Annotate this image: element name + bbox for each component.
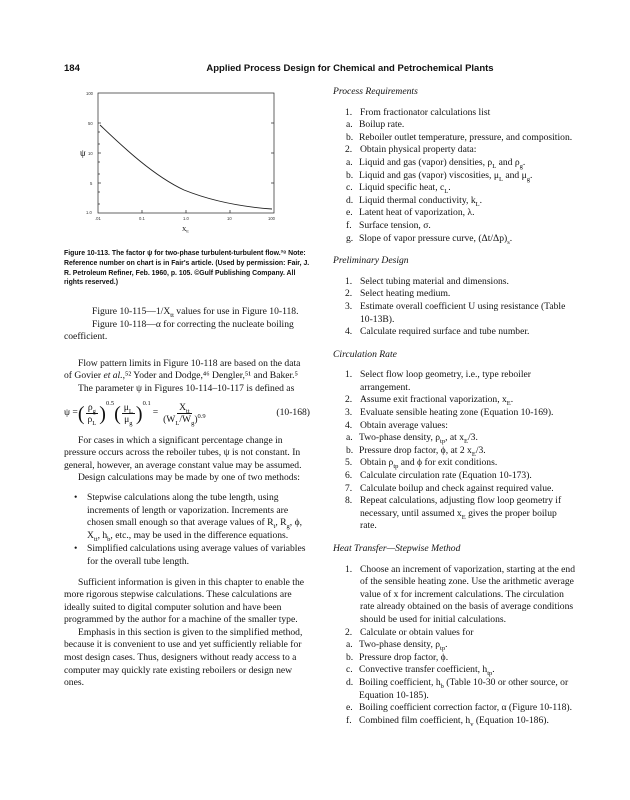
x-tick-label: 1.0 bbox=[183, 216, 189, 221]
list-item: c. Liquid specific heat, $c_L$. bbox=[346, 182, 451, 196]
x-tick-label: 0.1 bbox=[139, 216, 145, 221]
list-item: e. Latent heat of vaporization, λ. bbox=[346, 207, 475, 219]
y-axis-label: ψ bbox=[80, 148, 86, 158]
x-axis-label: $X_{tt}$ bbox=[182, 227, 189, 234]
section-heading: Process Requirements bbox=[333, 86, 418, 97]
x-tick-label: 100 bbox=[268, 216, 275, 221]
list-item: b. Reboiler outlet temperature, pressure, and composition. bbox=[346, 131, 573, 143]
paragraph: The parameter ψ in Figures 10-114–10-117 is defined as bbox=[78, 382, 295, 394]
figure-10-113 bbox=[64, 86, 310, 287]
paragraph: Design calculations may be made by one of two methods: bbox=[78, 472, 300, 484]
book-title: Applied Process Design for Chemical and Petrochemical Plants bbox=[206, 63, 494, 74]
list-item: c. Convective transfer coefficient, $h_{tp}$. bbox=[346, 664, 495, 678]
list-item: b. Pressure drop factor, ϕ, at 2 $x_E/3$. bbox=[346, 444, 486, 458]
list-item: 2. Assume exit fractional vaporization, $x_E$. bbox=[345, 394, 514, 408]
list-item: f. Surface tension, σ. bbox=[346, 219, 431, 231]
section-heading: Preliminary Design bbox=[333, 255, 409, 267]
plot-frame bbox=[98, 93, 274, 213]
running-header bbox=[0, 63, 630, 79]
eq-lhs: ψ = bbox=[64, 407, 78, 419]
list-item: 8. Repeat calculations, adjusting flow loop geometry if necessary, until assumed $x_E$ gives the proper boilup rate. bbox=[345, 495, 562, 532]
list-item: b. Pressure drop factor, ϕ. bbox=[346, 651, 449, 663]
paragraph: For cases in which a significant percentage change in pressure occurs across the reboiler tubes, ψ is not constant. In general, however, an average constant value may be assumed. bbox=[64, 434, 302, 471]
list-item: 2. Obtain physical property data: bbox=[345, 144, 477, 156]
list-item: a. Boilup rate. bbox=[346, 119, 405, 131]
list-item: 3. Estimate overall coefficient U using resistance (Table 10-13B). bbox=[345, 300, 566, 325]
equation-number: (10-168) bbox=[276, 407, 310, 419]
list-item: 2. Select heating medium. bbox=[345, 288, 451, 300]
list-item: b. Liquid and gas (vapor) viscosities, $\mu_L$ and $\mu_g$. bbox=[346, 169, 533, 183]
page-number: 184 bbox=[64, 63, 80, 74]
equation-10-168: ψ = ( $\frac{\rho_g}{\rho_L}$ ) $^{0.5}$ ( $\frac{\mu_L}{\mu_g}$ ) $^{0.1}$ = $\frac{X_{tt}}{(W_L/W_g)^{0.9}}$ (10-168) bbox=[64, 399, 310, 427]
list-item: a. Liquid and gas (vapor) densities, $\rho_L$ and $\rho_g$. bbox=[346, 156, 526, 170]
list-item: 1. Select flow loop geometry, i.e., type reboiler arrangement. bbox=[345, 369, 531, 393]
section-heading: Heat Transfer—Stepwise Method bbox=[333, 543, 461, 554]
list-item: 4. Obtain average values: bbox=[345, 419, 448, 431]
x-tick-label: .01 bbox=[95, 216, 101, 221]
list-item: d. Boiling coefficient, $h_b$ (Table 10-30 or other source, or Equation 10-185). bbox=[346, 676, 569, 701]
bullet-item: • Stepwise calculations along the tube length, using increments of length or vaporization. Increments are chosen small enough so that average values of $R_t$, $R_g$, ϕ, $X_{tt}$, $h_b$, etc., may be used in the difference equations. bbox=[74, 491, 303, 543]
bullet-item: • Simplified calculations using average values of variables for the overall tube length. bbox=[74, 543, 306, 567]
y-tick-label: 50 bbox=[88, 121, 93, 126]
list-item: 6. Calculate circulation rate (Equation 10-173). bbox=[345, 470, 532, 482]
y-tick-label: 10 bbox=[88, 151, 93, 156]
list-item: a. Two-phase density, $\rho_{tp}$. bbox=[346, 639, 448, 653]
psi-chart bbox=[64, 86, 310, 246]
list-item: g. Slope of vapor pressure curve, $(\Delta t/\Delta p)_s$. bbox=[346, 232, 513, 246]
list-item: 1. From fractionator calculations list bbox=[345, 106, 491, 118]
right-column bbox=[333, 86, 575, 727]
list-item: a. Two-phase density, $\rho_{tp}$, at $x_E/3$. bbox=[346, 432, 478, 446]
psi-curve bbox=[100, 125, 272, 209]
list-item: 1. Select tubing material and dimensions. bbox=[345, 275, 509, 287]
figure-ref: Figure $10-115—1/X_{tt}$ values for use in Figure 10-118. bbox=[92, 306, 299, 319]
paragraph: Sufficient information is given in this chapter to enable the more rigorous stepwise calculations. These calculations are ideally suited to digital computer solution and have been programmed by the author for a machine of the smaller type. bbox=[64, 576, 305, 626]
figure-ref: Figure 10-118—α for correcting the nucleate boiling coefficient. bbox=[64, 318, 294, 343]
y-tick-label: 5 bbox=[90, 181, 93, 186]
x-tick-label: 10 bbox=[227, 216, 232, 221]
list-item: 1. Choose an increment of vaporization, starting at the end of the sensible heating zone. Use the arithmetic average value of x for increment calculations. The circulation rate already obtained on the basis of average conditions should be used for initial calculations. bbox=[345, 563, 575, 625]
list-item: 5. Obtain $\rho_{tp}$ and ϕ for exit conditions. bbox=[345, 457, 498, 471]
list-item: 2. Calculate or obtain values for bbox=[345, 626, 474, 638]
list-item: 4. Calculate required surface and tube number. bbox=[345, 326, 530, 338]
paragraph: Emphasis in this section is given to the simplified method, because it is convenient to use and yet sufficiently reliable for most design cases. Thus, designers without ready access to a computer may quickly rate existing reboilers or design new ones. bbox=[64, 626, 303, 689]
y-tick-label: 100 bbox=[86, 91, 93, 96]
y-tick-label: 1.0 bbox=[86, 210, 92, 215]
list-item: d. Liquid thermal conductivity, $k_L$. bbox=[346, 194, 483, 208]
list-item: 7. Calculate boilup and check against required value. bbox=[345, 482, 554, 494]
list-item: e. Boiling coefficient correction factor, α (Figure 10-118). bbox=[346, 702, 572, 714]
paragraph: Flow pattern limits in Figure 10-118 are based on the data of Govier et al.,⁵² Yoder and Dodge,⁴⁶ Dengler,⁵¹ and Baker.⁵ bbox=[64, 357, 301, 382]
section-heading: Circulation Rate bbox=[333, 348, 397, 360]
list-item: f. Combined film coefficient, $h_v$ (Equation 10-186). bbox=[346, 714, 549, 728]
left-column bbox=[64, 86, 310, 690]
figure-caption: Figure 10-113. The factor ψ for two-phase turbulent-turbulent flow.³⁸ Note: Reference number on chart is in Fair's article. (Used by permission: Fair, J. R. Petroleum Refiner, Feb. 1960, p. 105. ©Gulf Publishing Company. All rights reserved.) bbox=[64, 250, 310, 287]
list-item: 3. Evaluate sensible heating zone (Equation 10-169). bbox=[345, 407, 554, 419]
